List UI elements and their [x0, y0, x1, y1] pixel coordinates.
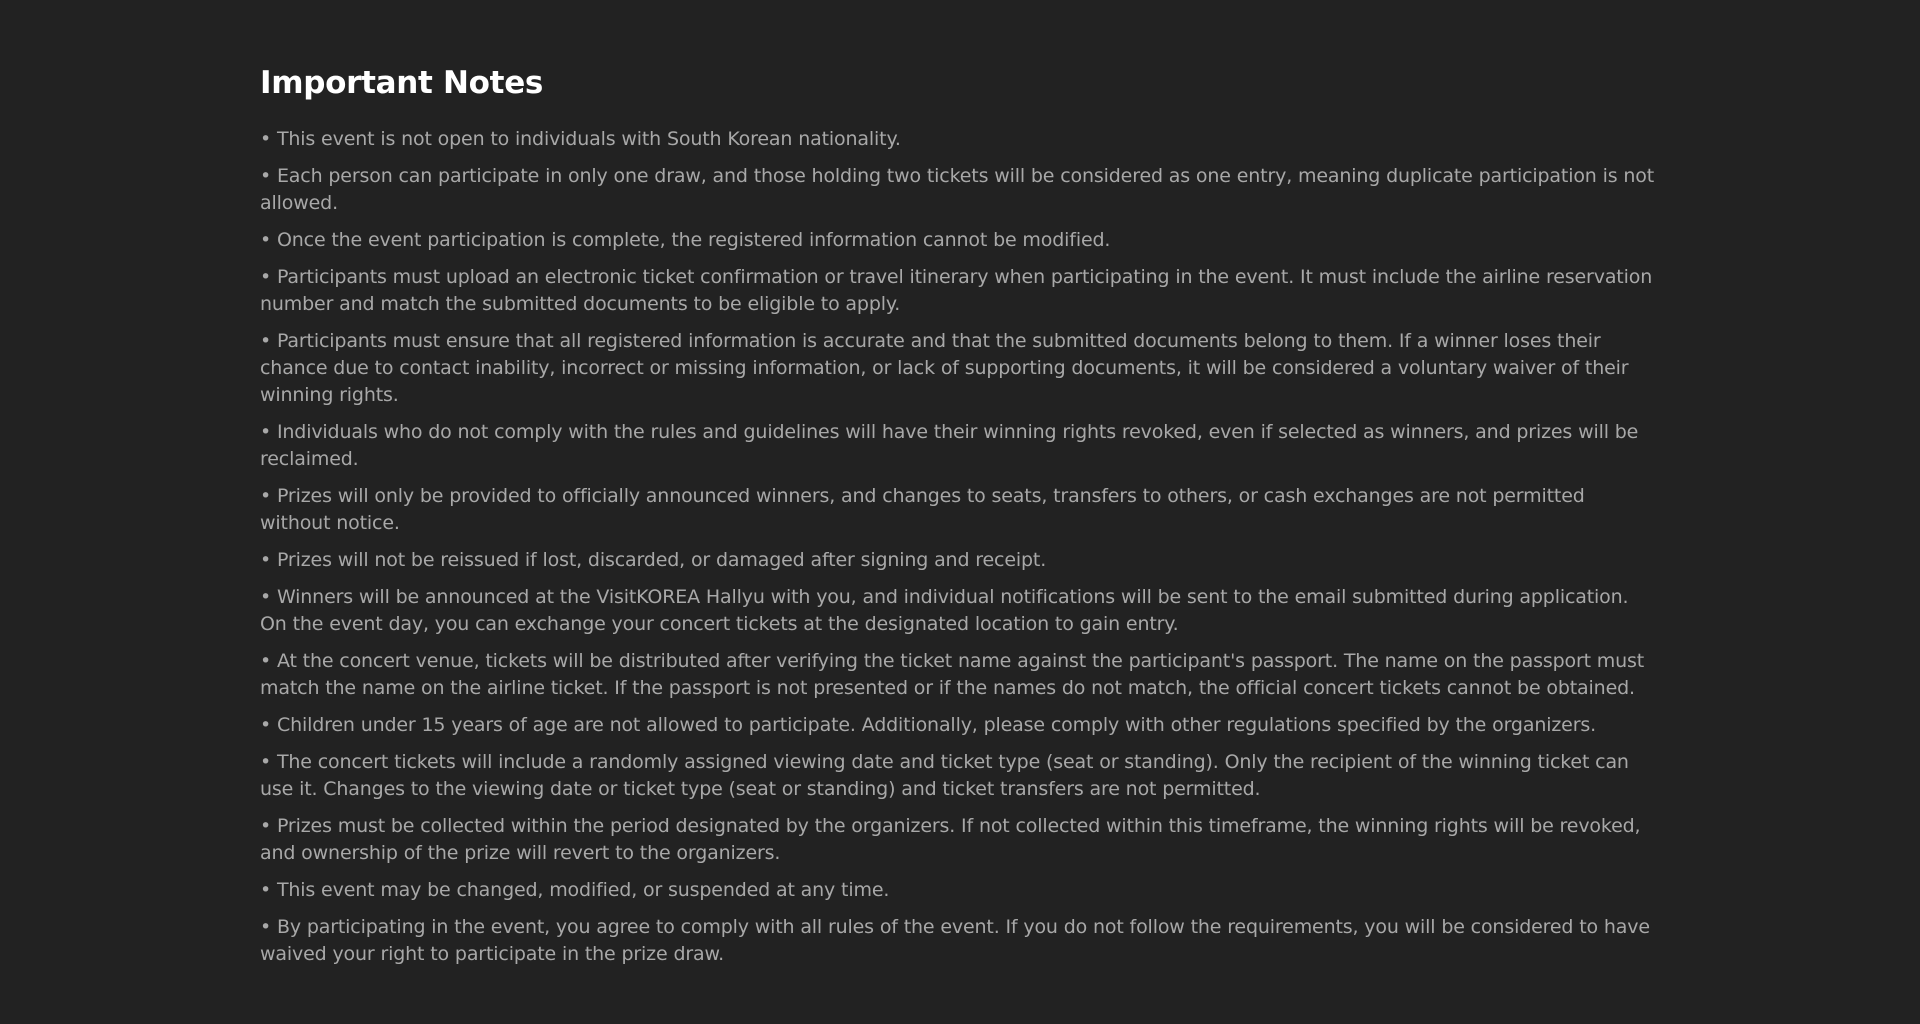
note-item: • Prizes must be collected within the period designated by the organizers. If not collected within this timeframe, the winning rights will be revoked, and ownership of the prize will revert to the organizers.: [260, 815, 1641, 864]
note-item: • Winners will be announced at the VisitKOREA Hallyu with you, and individual notifications will be sent to the email submitted during application. On the event day, you can exchange your concert tickets at the designated location to gain entry.: [260, 586, 1629, 635]
note-item: • This event is not open to individuals with South Korean nationality.: [260, 128, 901, 150]
note-item: • Individuals who do not comply with the rules and guidelines will have their winning rights revoked, even if selected as winners, and prizes will be reclaimed.: [260, 421, 1639, 470]
note-item: • Participants must ensure that all registered information is accurate and that the submitted documents belong to them. If a winner loses their chance due to contact inability, incorrect or missing information, or lack of supporting documents, it will be considered a voluntary waiver of their winning rights.: [260, 330, 1629, 406]
note-item: • By participating in the event, you agree to comply with all rules of the event. If you do not follow the requirements, you will be considered to have waived your right to participate in the prize draw.: [260, 916, 1650, 965]
note-item: • The concert tickets will include a randomly assigned viewing date and ticket type (seat or standing). Only the recipient of the winning ticket can use it. Changes to the viewing date or ticket type (seat or standing) and ticket transfers are not permitted.: [260, 751, 1629, 800]
note-item: • Each person can participate in only one draw, and those holding two tickets will be considered as one entry, meaning duplicate participation is not allowed.: [260, 165, 1655, 214]
note-item: • Participants must upload an electronic ticket confirmation or travel itinerary when participating in the event. It must include the airline reservation number and match the submitted documents to be eligible to apply.: [260, 266, 1653, 315]
note-item: • Prizes will only be provided to officially announced winners, and changes to seats, transfers to others, or cash exchanges are not permitted without notice.: [260, 485, 1585, 534]
note-item: • At the concert venue, tickets will be distributed after verifying the ticket name against the participant's passport. The name on the passport must match the name on the airline ticket. If the passport is not presented or if the names do not match, the official concert tickets cannot be obtained.: [260, 650, 1645, 699]
note-item: • Once the event participation is complete, the registered information cannot be modified.: [260, 229, 1111, 251]
note-item: • Prizes will not be reissued if lost, discarded, or damaged after signing and receipt.: [260, 549, 1047, 571]
notes-list: [260, 126, 1660, 968]
note-item: • This event may be changed, modified, or suspended at any time.: [260, 879, 890, 901]
section-title: Important Notes: [260, 65, 544, 101]
note-item: • Children under 15 years of age are not allowed to participate. Additionally, please comply with other regulations specified by the organizers.: [260, 714, 1597, 736]
important-notes-section: [260, 62, 1660, 978]
